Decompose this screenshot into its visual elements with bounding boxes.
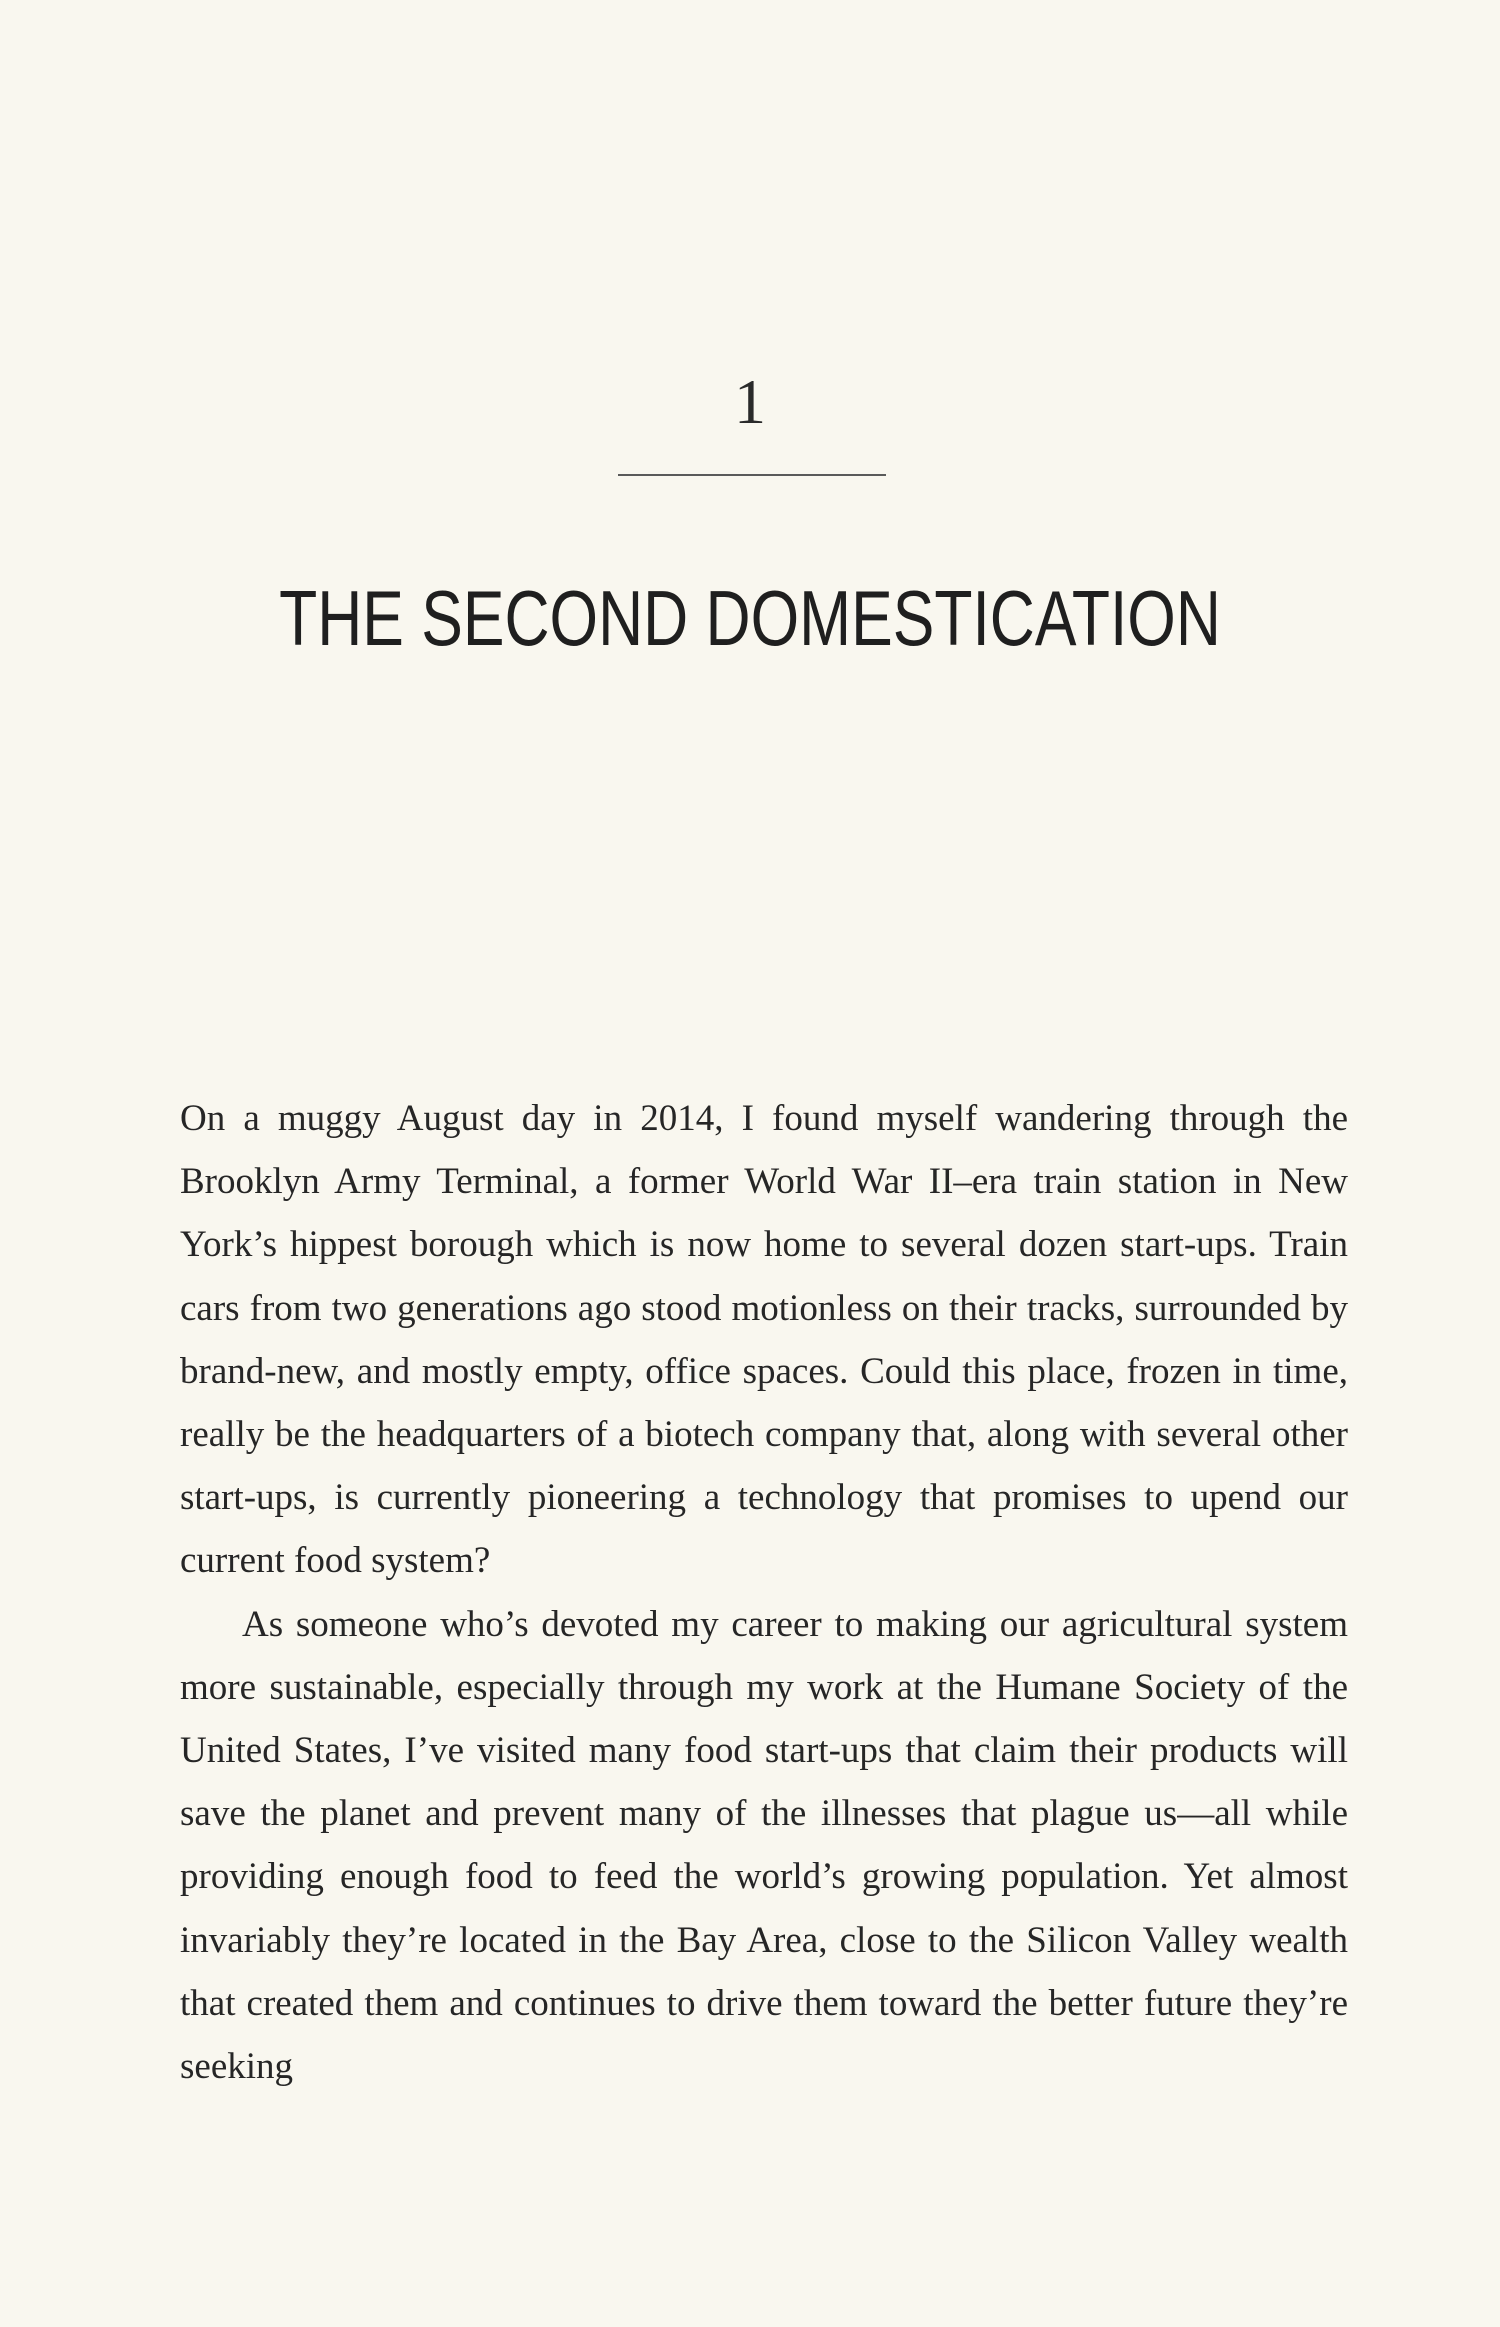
paragraph-2-text: As someone who’s devoted my career to making our agricultural system more sustainable, especially through my work at the Humane Society of the United States, I’ve visited many food start-ups that claim their products will save the planet and prevent many of the illnesses that plague us—all while providing enough food to feed the world’s growing population. Yet almost invariably they’re located in the Bay Area, close to the Silicon Valley wealth that created them and continues to drive them toward the better future they’re seeking <box>180 1603 1348 2088</box>
chapter-title: THE SECOND DOMESTICATION <box>279 574 1221 662</box>
body-text <box>180 1087 1348 2161</box>
paragraph-2 <box>180 1593 1348 2162</box>
chapter-divider <box>618 474 886 476</box>
paragraph-1: On a muggy August day in 2014, I found myself wandering through the Brooklyn Army Terminal, a former World War II–era train station in New York’s hippest borough which is now home to several dozen start-ups. Train cars from two generations ago stood motionless on their tracks, surrounded by brand-new, and mostly empty, office spaces. Could this place, frozen in time, really be the headquarters of a biotech company that, along with several other start-ups, is currently pioneering a technology that promises to upend our current food system? <box>180 1098 1348 1582</box>
chapter-number: 1 <box>734 366 766 437</box>
